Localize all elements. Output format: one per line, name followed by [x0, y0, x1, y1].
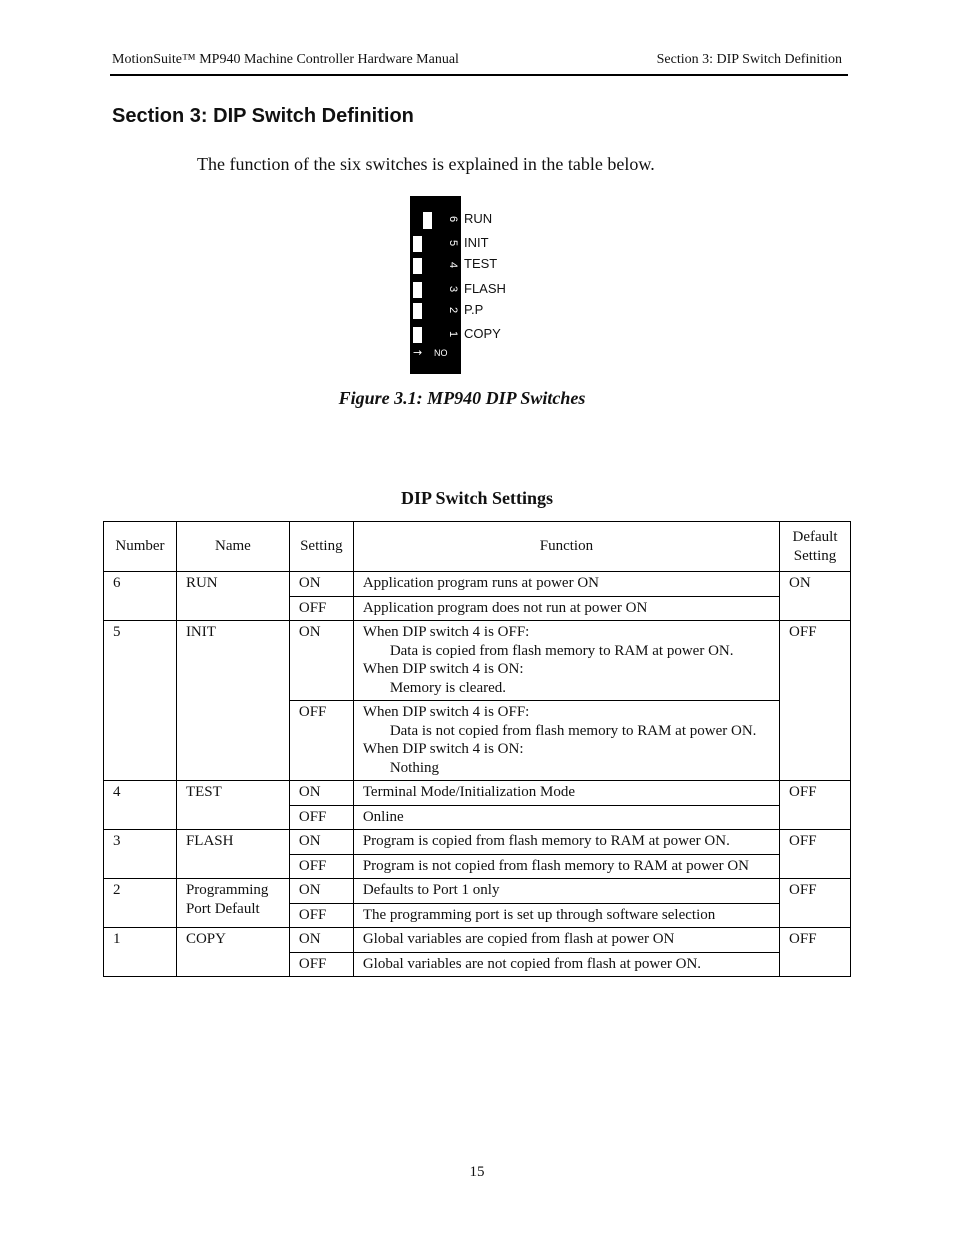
- dip-number-2: 2: [447, 306, 459, 314]
- function-line: Application program runs at power ON: [362, 575, 600, 591]
- dip-number-3: 3: [447, 285, 459, 293]
- dip-number-6: 6: [447, 215, 459, 223]
- cell-function-off: [353, 854, 779, 879]
- cell-name: RUN: [176, 572, 289, 621]
- function-line: When DIP switch 4 is ON:: [362, 661, 524, 677]
- function-line: Program is copied from flash memory to RAM at power ON.: [362, 833, 730, 849]
- cell-function-on: [353, 830, 779, 855]
- function-line: The programming port is set up through software selection: [362, 906, 716, 923]
- cell-number: 2: [104, 879, 177, 928]
- cell-function-on: [353, 572, 779, 597]
- cell-default: OFF: [780, 830, 851, 879]
- cell-number: 3: [104, 830, 177, 879]
- cell-name: Programming Port Default: [176, 879, 289, 928]
- cell-setting-on: ON: [289, 621, 353, 701]
- header-manual-title: MotionSuite™ MP940 Machine Controller Hardware Manual: [112, 52, 459, 67]
- header-rule: [110, 74, 848, 76]
- cell-name: COPY: [176, 928, 289, 977]
- cell-setting-off: OFF: [289, 854, 353, 879]
- dip-number-1: 1: [447, 330, 459, 338]
- table-row: [104, 928, 851, 953]
- cell-setting-on: ON: [289, 879, 353, 904]
- function-line: Application program does not run at power ON: [362, 599, 648, 616]
- cell-function-off: [353, 805, 779, 830]
- table-row: [104, 781, 851, 806]
- cell-default: OFF: [780, 928, 851, 977]
- table-row: [104, 830, 851, 855]
- cell-function-on: [353, 928, 779, 953]
- function-line: Program is not copied from flash memory to RAM at power ON: [362, 857, 749, 874]
- dip-switch-5: [413, 236, 422, 252]
- function-line: Nothing: [389, 759, 439, 776]
- dip-label-pp: P.P: [464, 302, 484, 317]
- cell-function-on: [353, 621, 779, 701]
- cell-number: 4: [104, 781, 177, 830]
- function-line: When DIP switch 4 is OFF:: [362, 624, 530, 640]
- function-line: When DIP switch 4 is OFF:: [362, 704, 530, 720]
- cell-setting-on: ON: [289, 830, 353, 855]
- cell-setting-off: OFF: [289, 805, 353, 830]
- cell-setting-on: ON: [289, 572, 353, 597]
- cell-setting-on: ON: [289, 781, 353, 806]
- dip-switch-4: [413, 258, 422, 274]
- function-line: Online: [362, 808, 404, 825]
- cell-setting-off: OFF: [289, 701, 353, 781]
- cell-function-off: [353, 952, 779, 977]
- function-line: Data is copied from flash memory to RAM at power ON.: [389, 642, 734, 659]
- dip-switch-3: [413, 282, 422, 298]
- dip-switch-2: [413, 303, 422, 319]
- cell-default: OFF: [780, 781, 851, 830]
- function-line: Data is not copied from flash memory to RAM at power ON.: [389, 722, 757, 739]
- cell-number: 5: [104, 621, 177, 781]
- figure-caption: Figure 3.1: MP940 DIP Switches: [338, 388, 586, 408]
- cell-setting-on: ON: [289, 928, 353, 953]
- header-default-setting: Default Setting: [780, 522, 851, 572]
- cell-setting-off: OFF: [289, 596, 353, 621]
- cell-function-off: [353, 903, 779, 928]
- page-number: 15: [469, 1164, 485, 1180]
- function-line: Global variables are copied from flash at power ON: [362, 931, 675, 947]
- dip-switch-6: [423, 212, 432, 229]
- table-row: [104, 879, 851, 904]
- table-row: [104, 572, 851, 597]
- dip-label-flash: FLASH: [464, 281, 506, 296]
- cell-default: OFF: [780, 879, 851, 928]
- cell-name: FLASH: [176, 830, 289, 879]
- dip-label-copy: COPY: [464, 326, 501, 341]
- cell-function-on: [353, 879, 779, 904]
- dip-number-5: 5: [447, 239, 459, 247]
- cell-name: TEST: [176, 781, 289, 830]
- cell-function-off: [353, 701, 779, 781]
- cell-number: 6: [104, 572, 177, 621]
- dip-settings-table: [103, 521, 851, 977]
- dip-switch-1: [413, 327, 422, 343]
- on-direction-arrow-icon: →: [413, 346, 423, 359]
- header-name: Name: [176, 522, 289, 572]
- dip-number-4: 4: [447, 261, 459, 269]
- function-line: Global variables are not copied from flash at power ON.: [362, 955, 702, 972]
- dip-label-test: TEST: [464, 256, 498, 271]
- dip-label-init: INIT: [464, 235, 489, 250]
- cell-setting-off: OFF: [289, 903, 353, 928]
- cell-default: ON: [780, 572, 851, 621]
- cell-name: INIT: [176, 621, 289, 781]
- header-function: Function: [353, 522, 779, 572]
- section-title: Section 3: DIP Switch Definition: [112, 105, 414, 127]
- cell-function-off: [353, 596, 779, 621]
- dip-label-run: RUN: [464, 211, 493, 226]
- cell-default: OFF: [780, 621, 851, 781]
- header-section-title: Section 3: DIP Switch Definition: [656, 52, 842, 67]
- function-line: When DIP switch 4 is ON:: [362, 741, 524, 757]
- cell-setting-off: OFF: [289, 952, 353, 977]
- cell-function-on: [353, 781, 779, 806]
- dip-switch-block: [410, 196, 461, 374]
- header-setting: Setting: [289, 522, 353, 572]
- on-marker: NO: [434, 348, 448, 358]
- table-header-row: [104, 522, 851, 572]
- function-line: Terminal Mode/Initialization Mode: [362, 784, 576, 800]
- table-row: [104, 621, 851, 701]
- function-line: Defaults to Port 1 only: [362, 882, 500, 898]
- header-number: Number: [104, 522, 177, 572]
- function-line: Memory is cleared.: [389, 679, 507, 696]
- table-title: DIP Switch Settings: [400, 488, 553, 508]
- cell-number: 1: [104, 928, 177, 977]
- intro-paragraph: The function of the six switches is explained in the table below.: [197, 154, 655, 174]
